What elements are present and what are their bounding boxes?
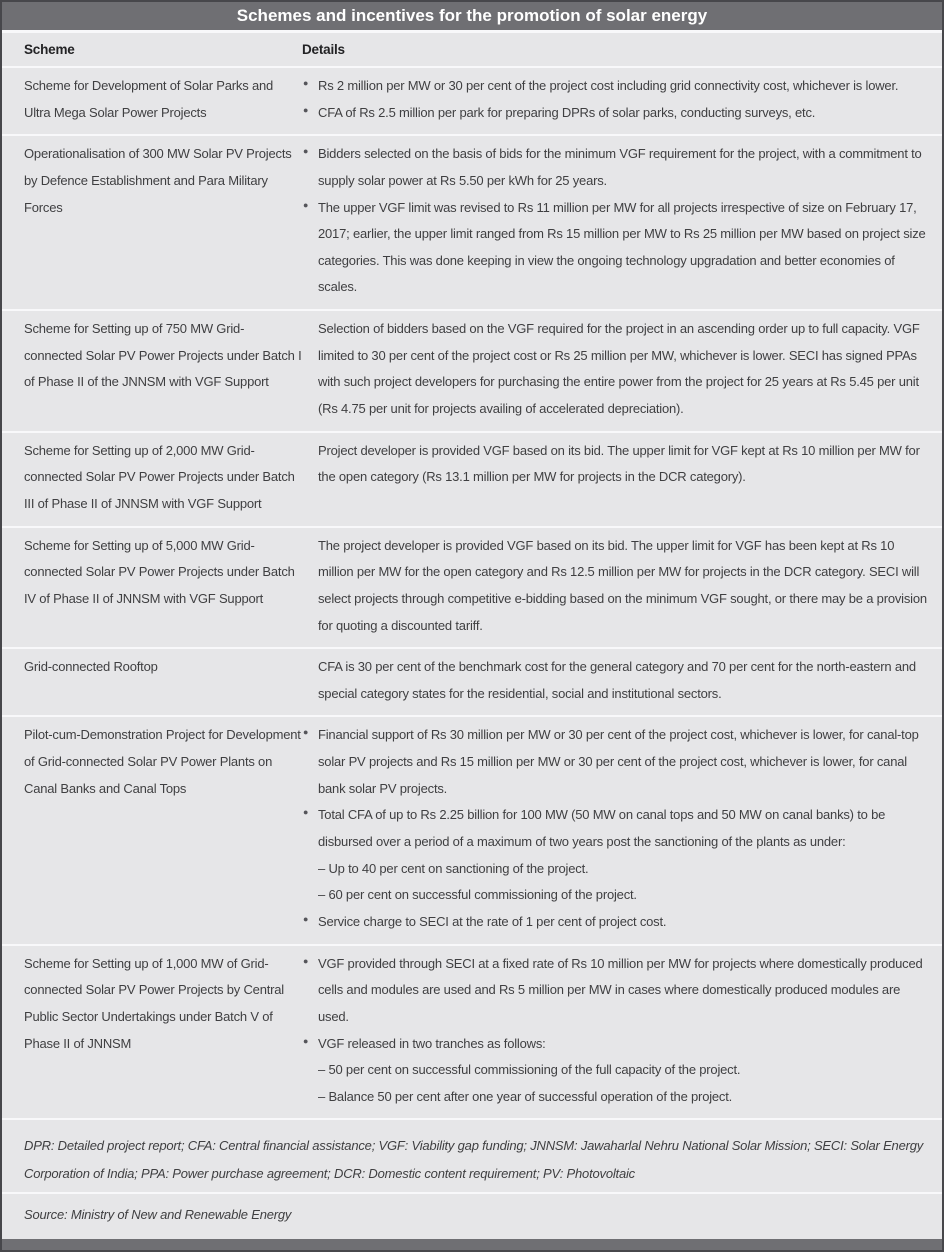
detail-text: CFA is 30 per cent of the benchmark cost for the general category and 70 per cent for the north-eastern and special category states for the residential, social and institutional sectors. (318, 659, 916, 701)
detail-item-text (302, 438, 928, 491)
details-cell (302, 438, 930, 518)
detail-text: The upper VGF limit was revised to Rs 11 million per MW for all projects irrespective of size on February 17, 2017; earlier, the upper limit ranged from Rs 15 million per MW to Rs 25 million per MW based on project size categories. This was done keeping in view the ongoing technology upgradation and better economies of scales. (318, 199, 926, 295)
table-row (2, 134, 942, 309)
table-title: Schemes and incentives for the promotion of solar energy (236, 6, 708, 25)
detail-text: – Balance 50 per cent after one year of successful operation of the project. (318, 1088, 733, 1104)
detail-text: – Up to 40 per cent on sanctioning of the project. (318, 860, 589, 876)
detail-item-bullet (302, 951, 928, 1031)
detail-item-dash (302, 1057, 928, 1084)
details-cell (302, 316, 930, 423)
bullet-icon: ● (303, 104, 309, 115)
scheme-cell: Scheme for Development of Solar Parks and Ultra Mega Solar Power Projects (24, 78, 274, 120)
detail-text: Financial support of Rs 30 million per MW or 30 per cent of the project cost, whichever is lower, for canal-top solar PV projects and Rs 15 million per MW or 30 per cent of the project cost, whichever is lower, for canal bank solar PV projects. (318, 727, 919, 796)
detail-item-bullet (302, 73, 928, 100)
detail-item-text (302, 654, 928, 707)
bullet-icon: ● (303, 78, 309, 88)
details-cell (302, 141, 930, 301)
detail-text: Selection of bidders based on the VGF required for the project in an ascending order up to full capacity. VGF limited to 30 per cent of the project cost or Rs 25 million per MW, whichever is lower. SECI has signed PPAs with such project developers for purchasing the entire power from the project for 25 years at Rs 5.45 per unit (Rs 4.75 per unit for projects availing of accelerated depreciation). (318, 321, 920, 417)
detail-text: – 50 per cent on successful commissioning of the full capacity of the project. (318, 1062, 741, 1078)
details-cell (302, 722, 930, 935)
detail-text: – 60 per cent on successful commissioning of the project. (318, 887, 637, 903)
table-row (2, 647, 942, 715)
detail-item-bullet (302, 909, 928, 936)
detail-item-bullet (302, 722, 928, 802)
bullet-icon: ● (303, 199, 309, 210)
table-row (2, 944, 942, 1119)
detail-item-bullet (302, 802, 928, 855)
details-cell (302, 951, 930, 1111)
detail-item-bullet (302, 195, 928, 302)
bullet-icon: ● (303, 913, 309, 924)
abbreviations-note: DPR: Detailed project report; CFA: Central financial assistance; VGF: Viability gap funding; JNNSM: Jawaharlal Nehru National Solar Mission; SECI: Solar Energy Corporation of India; PPA: Power purchase agreement; DCR: Domestic content requirement; PV: Photovoltaic (2, 1118, 942, 1192)
scheme-cell: Scheme for Setting up of 5,000 MW Grid-connected Solar PV Power Projects under Batch IV of Phase II of JNNSM with VGF Support (24, 537, 295, 606)
detail-item-dash (302, 856, 928, 883)
table-title-bar (2, 2, 942, 33)
bullet-icon: ● (303, 807, 309, 818)
column-header-scheme: Scheme (24, 42, 75, 57)
detail-text: CFA of Rs 2.5 million per park for preparing DPRs of solar parks, conducting surveys, etc. (318, 104, 816, 120)
details-cell (302, 73, 930, 126)
bottom-border-bar (2, 1239, 942, 1250)
scheme-cell: Operationalisation of 300 MW Solar PV Projects by Defence Establishment and Para Military Forces (24, 146, 292, 215)
source-note: Source: Ministry of New and Renewable Energy (2, 1192, 942, 1239)
detail-item-dash (302, 882, 928, 909)
table-row (2, 431, 942, 526)
table-row (2, 715, 942, 943)
column-header-details: Details (302, 42, 345, 57)
detail-item-bullet (302, 141, 928, 194)
scheme-cell: Pilot-cum-Demonstration Project for Development of Grid-connected Solar PV Power Plants on Canal Banks and Canal Tops (24, 727, 301, 796)
detail-text: Project developer is provided VGF based on its bid. The upper limit for VGF kept at Rs 10 million per MW for the open category (Rs 13.1 million per MW for projects in the DCR category). (318, 442, 920, 485)
table-row (2, 309, 942, 431)
bullet-icon: ● (303, 1035, 309, 1046)
bullet-icon: ● (303, 955, 309, 966)
detail-text: Bidders selected on the basis of bids for the minimum VGF requirement for the project, with a commitment to supply solar power at Rs 5.50 per kWh for 25 years. (318, 146, 922, 188)
details-cell (302, 654, 930, 707)
detail-text: Total CFA of up to Rs 2.25 billion for 100 MW (50 MW on canal tops and 50 MW on canal banks) to be disbursed over a period of a maximum of two years post the sanctioning of the plants as under: (318, 807, 886, 850)
table-body (2, 68, 942, 1118)
detail-text: VGF provided through SECI at a fixed rate of Rs 10 million per MW for projects where domestically produced cells and modules are used and Rs 5 million per MW in cases where domestically produced modules are used. (318, 955, 923, 1024)
details-cell (302, 533, 930, 640)
detail-text: The project developer is provided VGF based on its bid. The upper limit for VGF has been kept at Rs 10 million per MW for the open category and Rs 12.5 million per MW for projects in the DCR category. SECI will select projects through competitive e-bidding based on the minimum VGF sought, or there may be a provision for quoting a discounted tariff. (318, 537, 927, 633)
table-row (2, 526, 942, 648)
detail-item-text (302, 316, 928, 423)
table-row (2, 68, 942, 134)
table-header-row (2, 33, 942, 68)
scheme-cell: Grid-connected Rooftop (24, 659, 158, 675)
bullet-icon: ● (303, 727, 309, 738)
scheme-cell: Scheme for Setting up of 1,000 MW of Grid-connected Solar PV Power Projects by Central Public Sector Undertakings under Batch V of Phase II of JNNSM (24, 955, 284, 1051)
detail-text: Rs 2 million per MW or 30 per cent of the project cost including grid connectivity cost, whichever is lower. (318, 78, 899, 93)
detail-item-bullet (302, 1031, 928, 1058)
scheme-cell: Scheme for Setting up of 2,000 MW Grid-connected Solar PV Power Projects under Batch III of Phase II of JNNSM with VGF Support (24, 442, 295, 511)
detail-text: VGF released in two tranches as follows: (318, 1035, 546, 1051)
detail-item-bullet (302, 100, 928, 127)
detail-item-dash (302, 1084, 928, 1111)
detail-item-text (302, 533, 928, 640)
bullet-icon: ● (303, 146, 309, 157)
detail-text: Service charge to SECI at the rate of 1 per cent of project cost. (318, 913, 667, 929)
scheme-cell: Scheme for Setting up of 750 MW Grid-connected Solar PV Power Projects under Batch I of Phase II of the JNNSM with VGF Support (24, 321, 302, 390)
